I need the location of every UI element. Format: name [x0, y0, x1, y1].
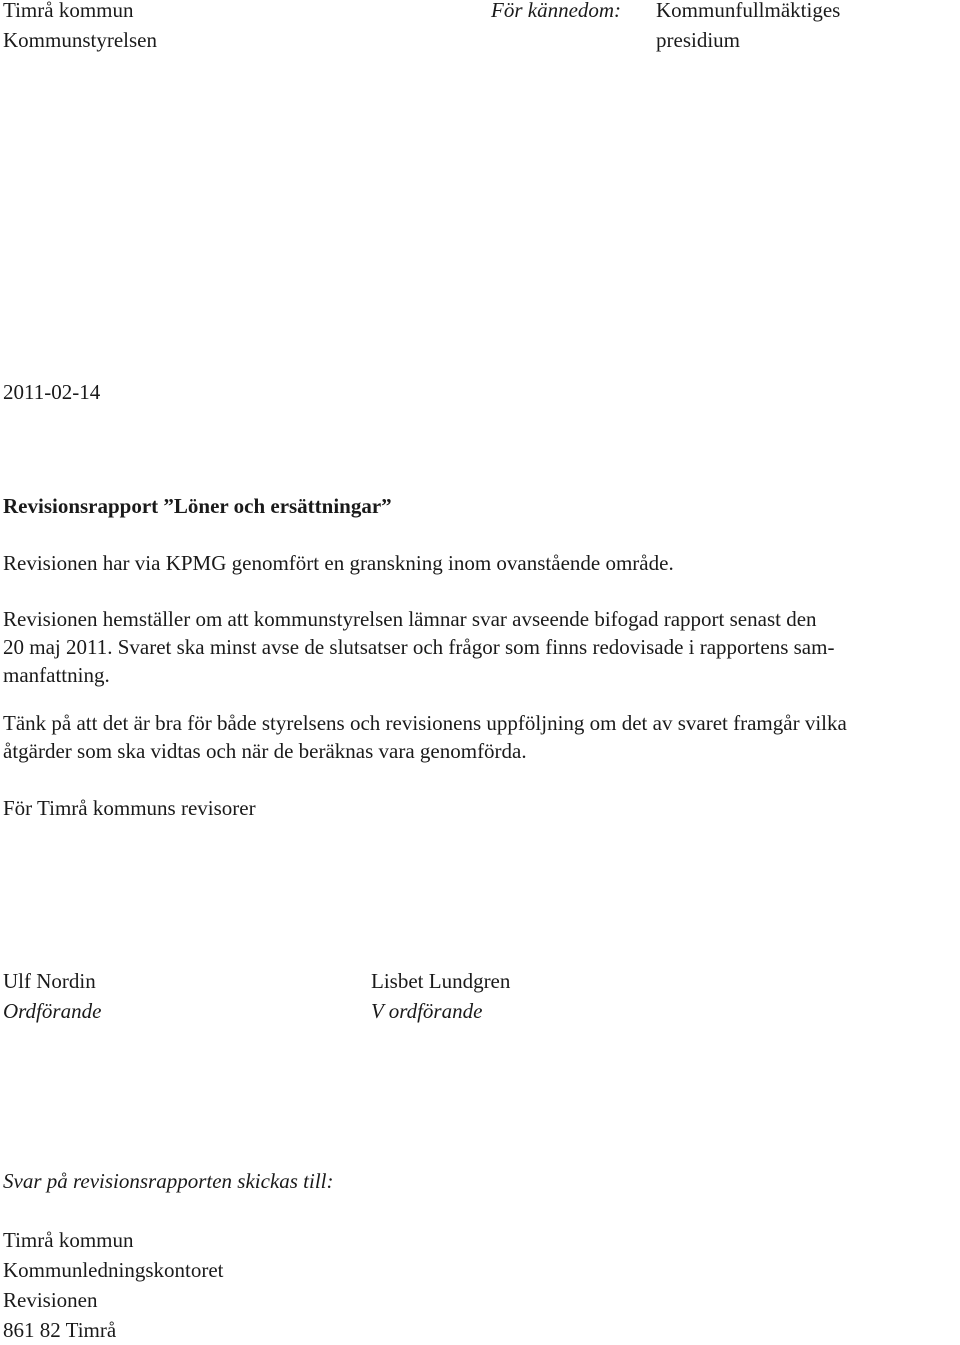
paragraph-2-line-3: manfattning.	[3, 663, 110, 687]
paragraph-2-line-2: 20 maj 2011. Svaret ska minst avse de slutsatser och frågor som finns redovisade i rapportens sam-	[3, 635, 835, 659]
reply-address-line-4: 861 82 Timrå	[3, 1318, 117, 1342]
cc-label: För kännedom:	[491, 0, 622, 22]
paragraph-3-line-1: Tänk på att det är bra för både styrelsens och revisionens uppföljning om det av svaret framgår vilka	[3, 711, 847, 735]
paragraph-2-line-1: Revisionen hemställer om att kommunstyrelsen lämnar svar avseende bifogad rapport senast den	[3, 607, 817, 631]
cc-recipient-line-1: Kommunfullmäktiges	[656, 0, 841, 22]
closing-line: För Timrå kommuns revisorer	[3, 796, 256, 820]
document-title: Revisionsrapport ”Löner och ersättningar”	[3, 494, 392, 518]
document-date: 2011-02-14	[3, 380, 101, 404]
signatory-1-role: Ordförande	[3, 999, 102, 1023]
reply-address-line-2: Kommunledningskontoret	[3, 1258, 224, 1282]
signatory-2-role: V ordförande	[371, 999, 483, 1023]
reply-label: Svar på revisionsrapporten skickas till:	[3, 1169, 334, 1193]
sender-line-1: Timrå kommun	[3, 0, 134, 22]
reply-address-line-1: Timrå kommun	[3, 1228, 134, 1252]
paragraph-3-line-2: åtgärder som ska vidtas och när de beräknas vara genomförda.	[3, 739, 527, 763]
signatory-1-name: Ulf Nordin	[3, 969, 96, 993]
reply-address-line-3: Revisionen	[3, 1288, 98, 1312]
cc-recipient-line-2: presidium	[656, 28, 740, 52]
sender-line-2: Kommunstyrelsen	[3, 28, 157, 52]
signatory-2-name: Lisbet Lundgren	[371, 969, 511, 993]
paragraph-1: Revisionen har via KPMG genomfört en granskning inom ovanstående område.	[3, 551, 674, 575]
